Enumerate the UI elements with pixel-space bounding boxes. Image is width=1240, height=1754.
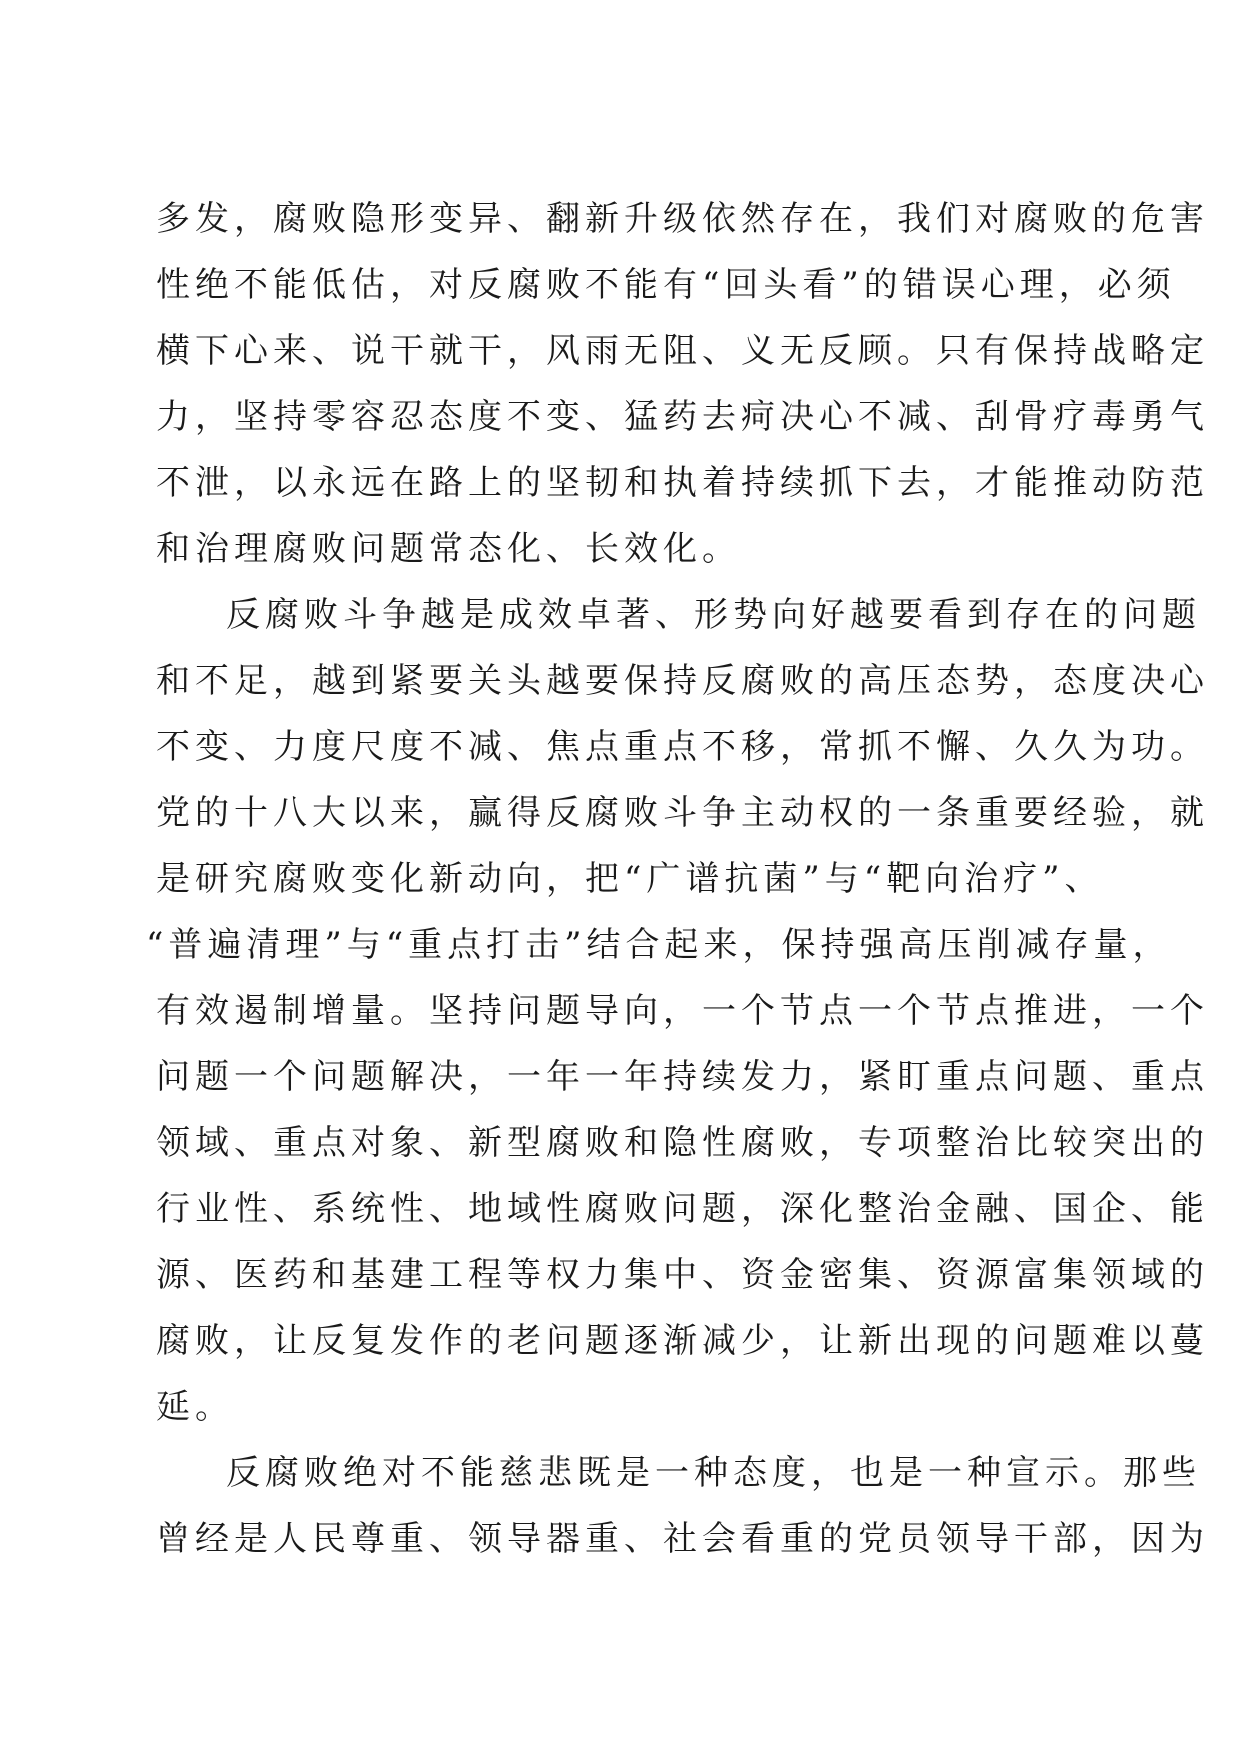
paragraph-start-line: 反腐败斗争越是成效卓著、形势向好越要看到存在的问题 [226, 595, 1201, 635]
text-line: 党的十八大以来，赢得反腐败斗争主动权的一条重要经验，就 [156, 793, 1209, 833]
text-line: 和不足，越到紧要关头越要保持反腐败的高压态势，态度决心 [156, 661, 1209, 701]
text-line: 不变、力度尺度不减、焦点重点不移，常抓不懈、久久为功。 [156, 727, 1209, 767]
text-line: 领域、重点对象、新型腐败和隐性腐败，专项整治比较突出的 [156, 1123, 1209, 1163]
text-line: 是研究腐败变化新动向，把“广谱抗菌”与“靶向治疗”、 [156, 859, 1104, 899]
text-line: 性绝不能低估，对反腐败不能有“回头看”的错误心理，必须 [156, 265, 1176, 305]
paragraph-start-line: 反腐败绝对不能慈悲既是一种态度，也是一种宣示。那些 [226, 1453, 1201, 1493]
body-text [146, 186, 1209, 1572]
text-line: 源、医药和基建工程等权力集中、资金密集、资源富集领域的 [156, 1255, 1209, 1295]
text-line: 不泄，以永远在路上的坚韧和执着持续抓下去，才能推动防范 [156, 463, 1209, 503]
text-line: “普遍清理”与“重点打击”结合起来，保持强高压削减存量， [146, 925, 1172, 965]
text-line: 问题一个问题解决，一年一年持续发力，紧盯重点问题、重点 [156, 1057, 1209, 1097]
text-line: 有效遏制增量。坚持问题导向，一个节点一个节点推进，一个 [156, 991, 1209, 1031]
text-line: 和治理腐败问题常态化、长效化。 [156, 529, 741, 569]
text-line: 腐败，让反复发作的老问题逐渐减少，让新出现的问题难以蔓 [156, 1321, 1209, 1361]
text-line: 力，坚持零容忍态度不变、猛药去疴决心不减、刮骨疗毒勇气 [156, 397, 1209, 437]
text-line: 横下心来、说干就干，风雨无阻、义无反顾。只有保持战略定 [156, 331, 1209, 371]
text-line: 曾经是人民尊重、领导器重、社会看重的党员领导干部，因为 [156, 1519, 1209, 1559]
text-line: 多发，腐败隐形变异、翻新升级依然存在，我们对腐败的危害 [156, 199, 1209, 239]
text-line: 行业性、系统性、地域性腐败问题，深化整治金融、国企、能 [156, 1189, 1209, 1229]
text-line: 延。 [156, 1387, 234, 1427]
